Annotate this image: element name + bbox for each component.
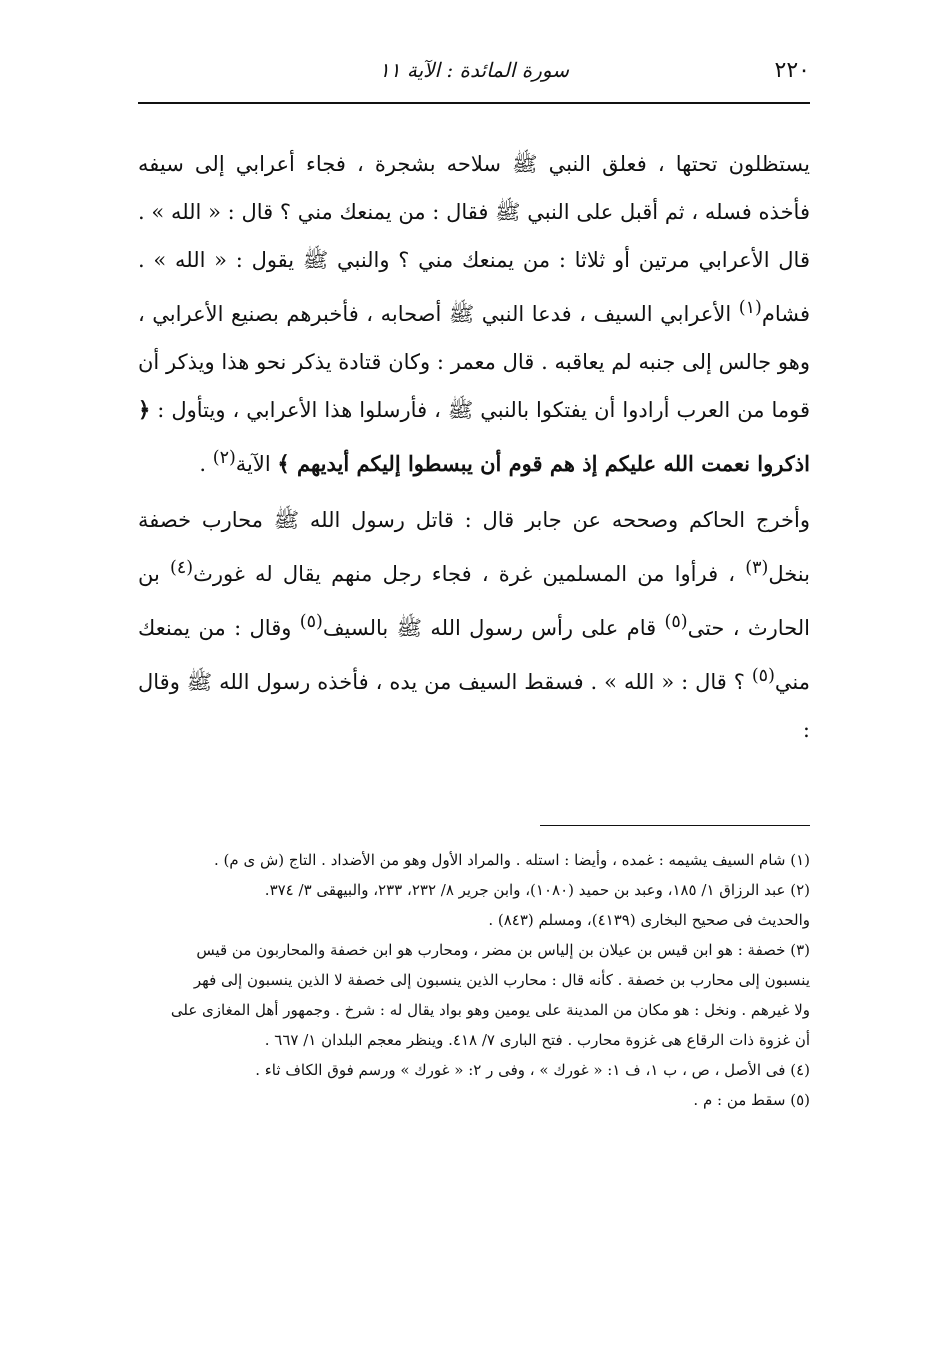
footnote-line: (٥) سقط من : م . bbox=[693, 1091, 810, 1109]
main-text bbox=[138, 140, 810, 754]
text-segment: قام على رأس رسول الله ﷺ بالسيف bbox=[322, 616, 665, 640]
quran-verse: ﴿ اذكروا نعمت الله عليكم إذ هم قوم أن يبسطوا إليكم أيديهم ﴾ bbox=[138, 397, 810, 476]
footnote-line: ولا غيرهم . ونخل : هو مكان من المدينة على يومين وهو بواد يقال له : شرخ . وجمهور أهل المغازى على bbox=[170, 1001, 810, 1019]
footnotes bbox=[138, 845, 810, 1115]
footnote-line: (١) شام السيف يشيمه : غمده ، وأيضا : استله . والمراد الأول وهو من الأضداد . التاج (ش ى م) . bbox=[214, 851, 810, 869]
footnote-line: أن غزوة ذات الرقاع هى غزوة محارب . فتح البارى ٧/ ٤١٨. وينظر معجم البلدان ١/ ٦٦٧ . bbox=[264, 1031, 810, 1049]
footnote-marker: (٤) bbox=[170, 558, 194, 578]
text-segment: بن الحارث ، حتى bbox=[138, 562, 810, 640]
footnote-marker: (٥) bbox=[299, 612, 323, 632]
footnote-marker: (٥) bbox=[664, 612, 688, 632]
header-rule bbox=[138, 102, 810, 104]
text-segment: . bbox=[199, 452, 213, 476]
paragraph-2 bbox=[138, 496, 810, 754]
paragraph-1 bbox=[138, 140, 810, 488]
running-title: سورة المائدة : الآية ١١ bbox=[379, 58, 569, 82]
text-segment: ؟ قال : « الله » . فسقط السيف من يده ، فأخذه رسول الله ﷺ وقال : bbox=[138, 670, 810, 742]
text-segment: وقال : من يمنعك مني bbox=[138, 616, 810, 694]
text-segment: وأخرج الحاكم وصححه عن جابر قال : قاتل رسول الله ﷺ محارب خصفة بنخل bbox=[138, 508, 810, 586]
footnote-rule bbox=[540, 825, 810, 826]
footnote-line: والحديث فى صحيح البخارى (٤١٣٩)، ومسلم (٨٤٣) . bbox=[488, 911, 810, 929]
page-header bbox=[138, 58, 810, 94]
page-number: ٢٢٠ bbox=[774, 58, 810, 83]
text-segment: الآية bbox=[235, 452, 278, 476]
text-segment: ، فرأوا من المسلمين غرة ، فجاء رجل منهم يقال له غورث bbox=[193, 562, 746, 586]
footnote-marker: (٢) bbox=[212, 448, 236, 468]
footnote-line: (٤) فى الأصل ، ص ، ب ١، ف ١: « غورك » ، وفى ر ٢: « غورك » ورسم فوق الكاف ثاء . bbox=[255, 1061, 810, 1079]
footnote-line: ينسبون إلى محارب بن خصفة . كأنه قال : محارب الذين ينسبون إلى خصفة لا الذين ينسبون إلى فهر bbox=[193, 971, 810, 989]
footnote-marker: (٣) bbox=[745, 558, 769, 578]
footnote-line: (٢) عبد الرزاق ١/ ١٨٥، وعبد بن حميد (١٠٨٠)، وابن جرير ٨/ ٢٣٢، ٢٣٣، والبيهقى ٣/ ٣٧٤. bbox=[264, 881, 810, 899]
footnote-marker: (١) bbox=[738, 298, 762, 318]
footnote-marker: (٥) bbox=[751, 666, 775, 686]
footnote-line: (٣) خصفة : هو ابن قيس بن عيلان بن إلياس بن مضر ، ومحارب هو ابن خصفة والمحاربون من قيس bbox=[196, 941, 810, 959]
text-segment: الأعرابي السيف ، فدعا النبي ﷺ أصحابه ، فأخبرهم بصنيع الأعرابي ، وهو جالس إلى جنبه لم يعاقبه . قال معمر : وكان قتادة يذكر نحو هذا ويذكر أن قوما من العرب أرادوا أن يفتكوا بالنبي ﷺ ، فأرسلوا هذا الأعرابي ، ويتأول : bbox=[138, 302, 810, 422]
text-segment: يستظلون تحتها ، فعلق النبي ﷺ سلاحه بشجرة ، فجاء أعرابي إلى سيفه فأخذه فسله ، ثم أقبل على النبي ﷺ فقال : من يمنعك مني ؟ قال : « الله » . قال الأعرابي مرتين أو ثلاثا : من يمنعك مني ؟ والنبي ﷺ يقول : « الله » . فشام bbox=[138, 152, 810, 326]
